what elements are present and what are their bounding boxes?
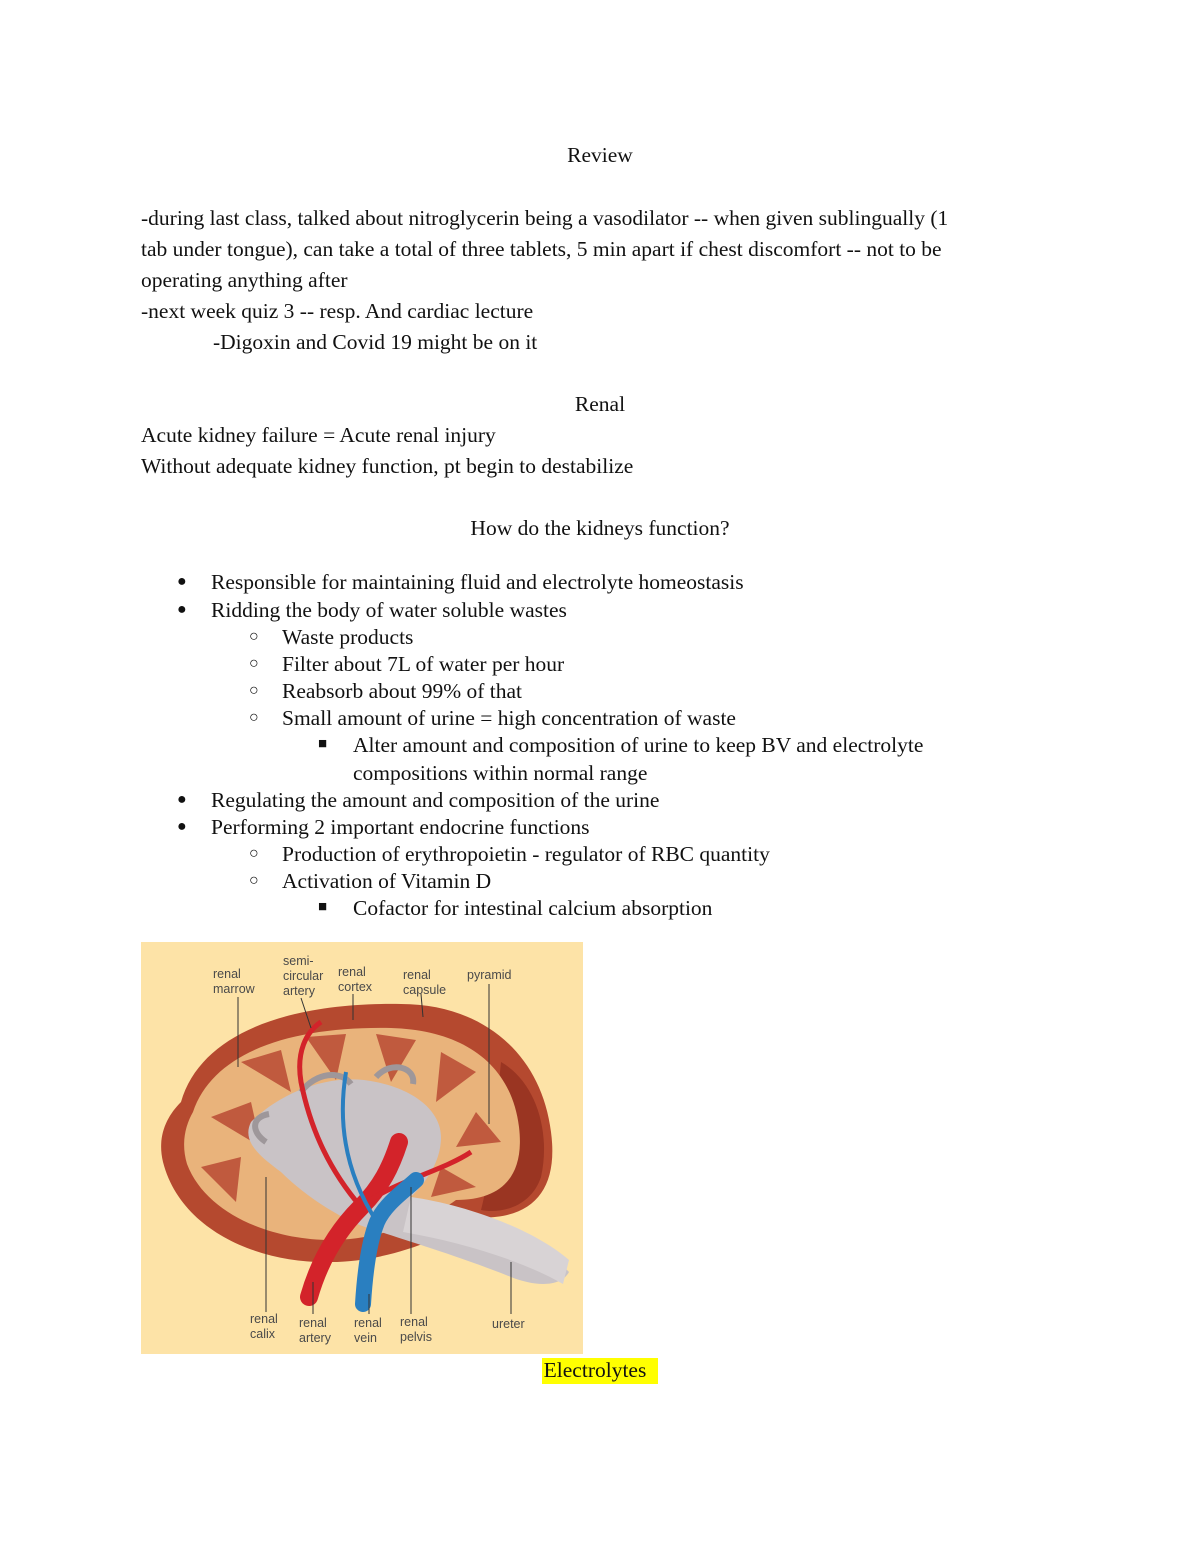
- bullet-marker: ●: [177, 601, 187, 618]
- list-item: Waste products: [282, 625, 414, 649]
- label-renal-calix: renal calix: [250, 1312, 278, 1341]
- review-indented-line: -Digoxin and Covid 19 might be on it: [213, 330, 538, 354]
- renal-line-2: Without adequate kidney function, pt begin to destabilize: [141, 454, 634, 478]
- electrolytes-heading: Electrolytes: [542, 1358, 659, 1384]
- list-item: Filter about 7L of water per hour: [282, 652, 565, 676]
- bullet-marker: ●: [177, 818, 187, 835]
- bullet-marker: ○: [249, 872, 259, 889]
- label-semicircular-artery: semi- circular artery: [283, 954, 324, 998]
- label-renal-marrow: renal marrow: [213, 967, 255, 996]
- list-item: Cofactor for intestinal calcium absorption: [353, 896, 713, 920]
- bullet-marker: ■: [318, 899, 328, 915]
- list-item: Small amount of urine = high concentration of waste: [282, 706, 736, 730]
- renal-line-1: Acute kidney failure = Acute renal injury: [141, 423, 496, 447]
- list-item: Alter amount and composition of urine to keep BV and electrolyte: [353, 733, 924, 757]
- list-item: Responsible for maintaining fluid and electrolyte homeostasis: [211, 570, 744, 594]
- bullet-marker: ○: [249, 682, 259, 699]
- bullet-marker: ○: [249, 845, 259, 862]
- list-item: Ridding the body of water soluble wastes: [211, 598, 567, 622]
- kidney-illustration: [141, 942, 583, 1354]
- label-pyramid: pyramid: [467, 968, 512, 982]
- bullet-marker: ■: [318, 736, 328, 752]
- list-item: Reabsorb about 99% of that: [282, 679, 523, 703]
- label-ureter: ureter: [492, 1317, 525, 1331]
- bullet-marker: ●: [177, 791, 187, 808]
- renal-heading: Renal: [574, 392, 626, 416]
- label-renal-pelvis: renal pelvis: [400, 1315, 432, 1344]
- list-item: Activation of Vitamin D: [282, 869, 492, 893]
- review-heading: Review: [567, 143, 633, 167]
- label-renal-capsule: renal capsule: [403, 968, 447, 997]
- bullet-marker: ○: [249, 655, 259, 672]
- bullet-marker: ●: [177, 573, 187, 590]
- label-renal-cortex: renal cortex: [338, 965, 373, 994]
- label-renal-artery: renal artery: [299, 1316, 331, 1345]
- kidney-diagram: [141, 942, 583, 1354]
- list-item: Production of erythropoietin - regulator of RBC quantity: [282, 842, 770, 866]
- review-line-4: -next week quiz 3 -- resp. And cardiac lecture: [141, 299, 534, 323]
- label-renal-vein: renal vein: [354, 1316, 382, 1345]
- list-item-continued: compositions within normal range: [353, 761, 648, 785]
- list-item: Performing 2 important endocrine functions: [211, 815, 590, 839]
- review-line-3: operating anything after: [141, 268, 348, 292]
- bullet-marker: ○: [249, 628, 259, 645]
- review-line-1: -during last class, talked about nitroglycerin being a vasodilator -- when given sublingually (1: [141, 206, 949, 230]
- kidneys-heading: How do the kidneys function?: [470, 516, 730, 540]
- electrolytes-heading-row: [0, 1358, 1200, 1383]
- bullet-marker: ○: [249, 709, 259, 726]
- list-item: Regulating the amount and composition of the urine: [211, 788, 660, 812]
- review-line-2: tab under tongue), can take a total of three tablets, 5 min apart if chest discomfort -- not to be: [141, 237, 942, 261]
